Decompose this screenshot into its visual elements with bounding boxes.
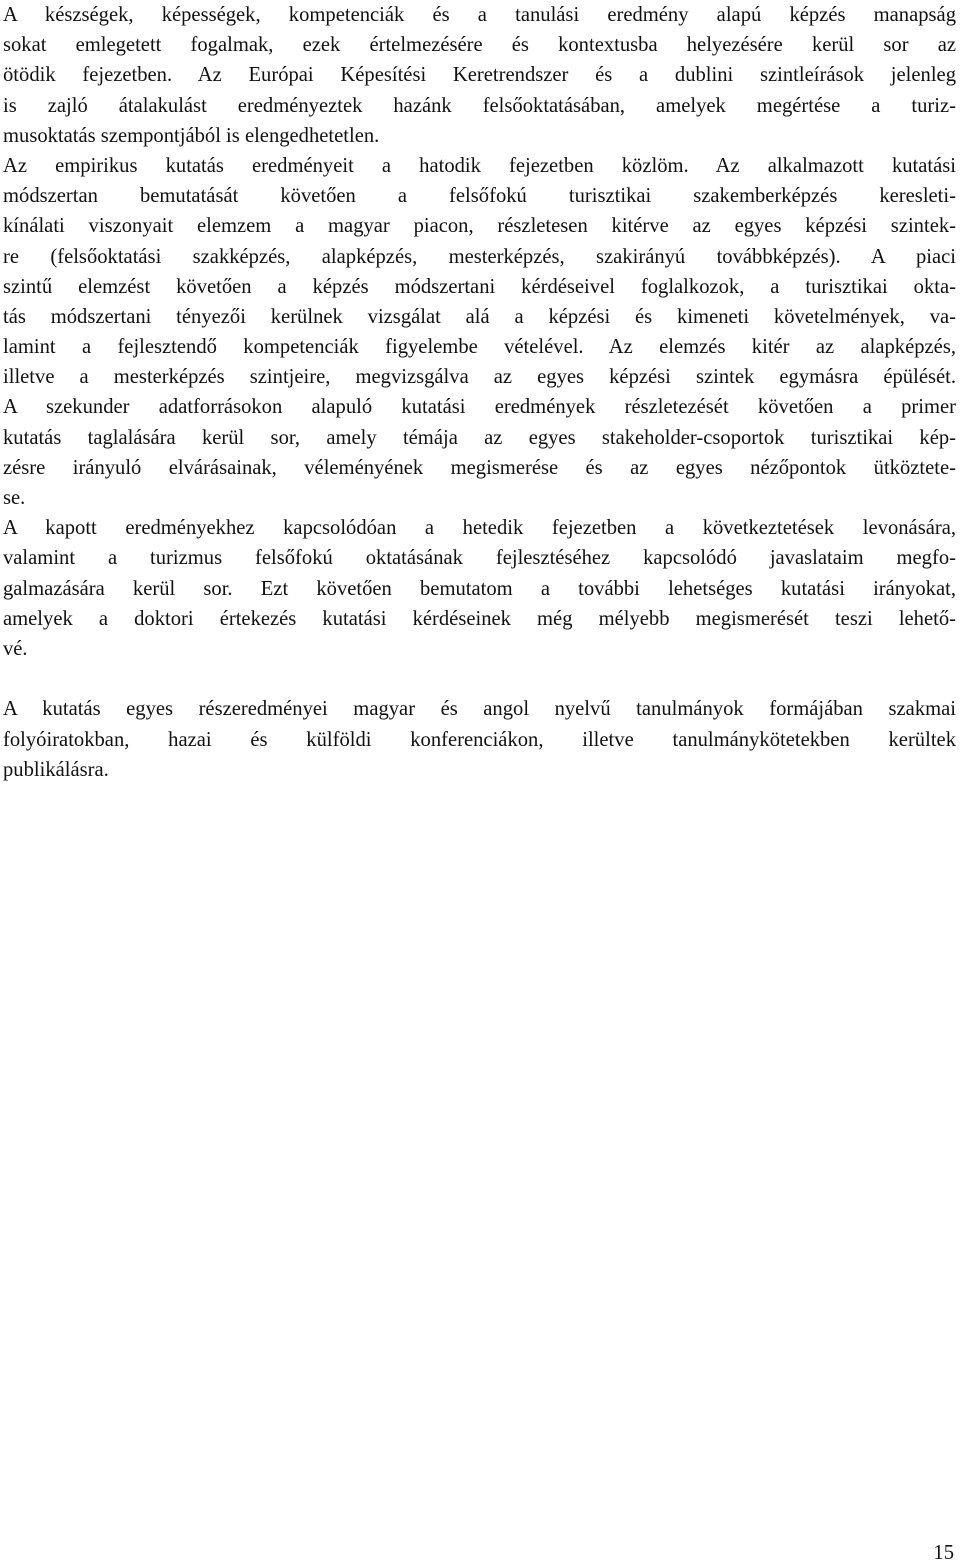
text-line: is zajló átalakulást eredményeztek hazánk felsőoktatásában, amelyek megértése a turiz- — [3, 94, 956, 117]
page-number: 15 — [933, 1542, 954, 1564]
text-line: A kapott eredményekhez kapcsolódóan a hetedik fejezetben a következtetések levonására, — [3, 517, 956, 540]
text-line: A szekunder adatforrásokon alapuló kutatási eredmények részletezését követően a primer — [3, 396, 956, 419]
text-line: szintű elemzést követően a képzés módszertani kérdéseivel foglalkozok, a turisztikai okta- — [3, 275, 956, 298]
text-line: kínálati viszonyait elemzem a magyar piacon, részletesen kitérve az egyes képzési szintek- — [3, 215, 956, 238]
text-line: vé. — [3, 637, 28, 660]
text-line: sokat emlegetett fogalmak, ezek értelmezésére és kontextusba helyezésére kerül sor az — [3, 34, 956, 57]
paragraph-chapter-six — [3, 151, 956, 513]
text-line: Az empirikus kutatás eredményeit a hatodik fejezetben közlöm. Az alkalmazott kutatási — [3, 154, 956, 177]
text-line: amelyek a doktori értekezés kutatási kérdéseinek még mélyebb megismerését teszi lehető- — [3, 607, 956, 630]
text-line: módszertan bemutatását követően a felsőfokú turisztikai szakemberképzés keresleti- — [3, 185, 956, 208]
text-line: galmazására kerül sor. Ezt követően bemutatom a további lehetséges kutatási irányokat, — [3, 577, 956, 600]
paragraph-chapter-seven — [3, 513, 956, 664]
text-line: re (felsőoktatási szakképzés, alapképzés, mesterképzés, szakirányú továbbképzés). A piaci — [3, 245, 956, 268]
text-line: valamint a turizmus felsőfokú oktatásának fejlesztéséhez kapcsolódó javaslataim megfo- — [3, 547, 956, 570]
paragraph-chapter-five — [3, 0, 956, 151]
document-page — [3, 0, 956, 1561]
text-line: musoktatás szempontjából is elengedhetetlen. — [3, 124, 380, 147]
text-line: lamint a fejlesztendő kompetenciák figyelembe vételével. Az elemzés kitér az alapképzés, — [3, 336, 956, 359]
paragraph-publications — [3, 694, 956, 785]
text-line: illetve a mesterképzés szintjeire, megvizsgálva az egyes képzési szintek egymásra épülését. — [3, 366, 956, 389]
text-line: tás módszertani tényezői kerülnek vizsgálat alá a képzési és kimeneti követelmények, va- — [3, 305, 956, 328]
paragraph-gap — [3, 664, 956, 694]
text-line: ötödik fejezetben. Az Európai Képesítési Keretrendszer és a dublini szintleírások jelenleg — [3, 64, 956, 87]
text-line: publikálásra. — [3, 758, 109, 781]
text-line: se. — [3, 487, 26, 509]
text-line: A készségek, képességek, kompetenciák és a tanulási eredmény alapú képzés manapság — [3, 4, 956, 26]
text-line: kutatás taglalására kerül sor, amely témája az egyes stakeholder-csoportok turisztikai kép- — [3, 426, 956, 449]
text-line: A kutatás egyes részeredményei magyar és angol nyelvű tanulmányok formájában szakmai — [3, 698, 956, 721]
text-line: folyóiratokban, hazai és külföldi konferenciákon, illetve tanulmánykötetekben kerültek — [3, 728, 956, 751]
text-line: zésre irányuló elvárásainak, véleményének megismerése és az egyes nézőpontok ütköztete- — [3, 456, 956, 479]
